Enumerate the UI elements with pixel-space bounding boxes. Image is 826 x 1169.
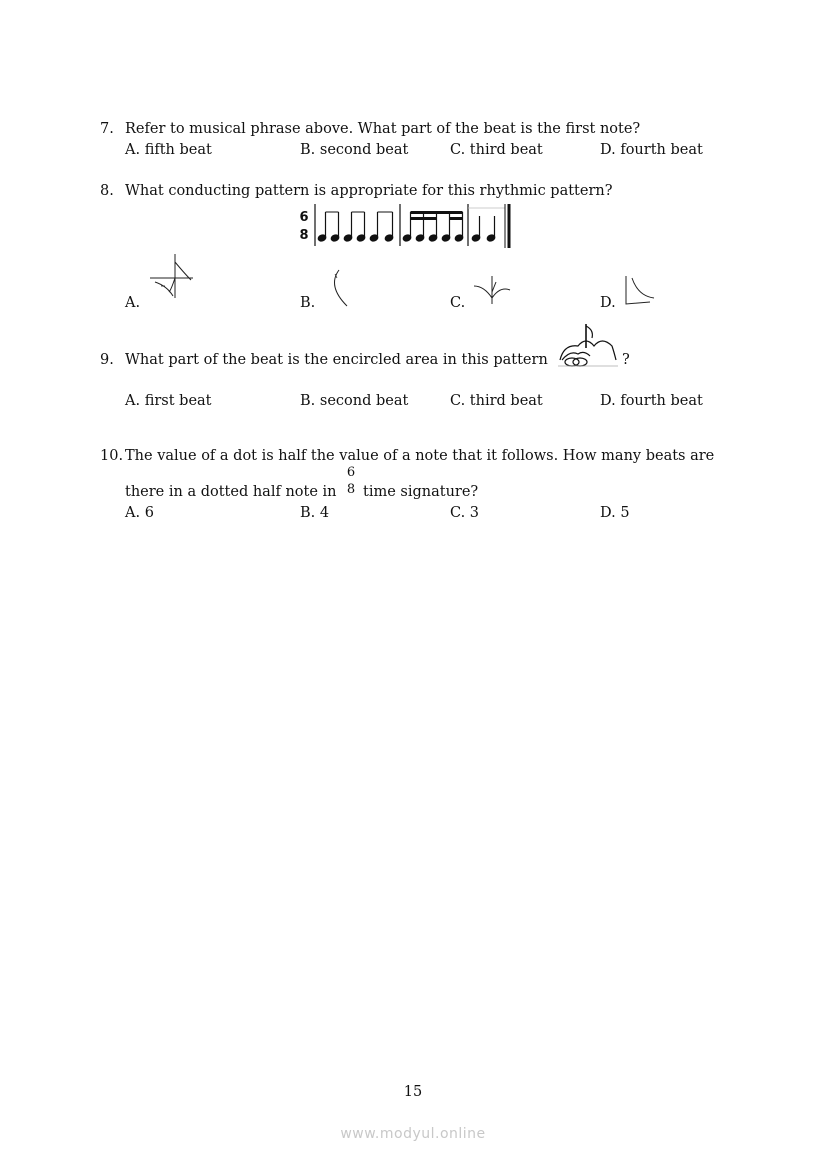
question-8-text: What conducting pattern is appropriate for this rhythmic pattern?	[125, 183, 613, 199]
question-9-option-a[interactable]: A. first beat	[125, 393, 212, 409]
question-9-number: 9.	[100, 352, 114, 368]
question-7-option-c[interactable]: C. third beat	[450, 142, 543, 158]
question-9-question-mark: ?	[622, 352, 630, 368]
question-8-option-a-label[interactable]: A.	[125, 295, 141, 311]
question-9-text: What part of the beat is the encircled area in this pattern	[125, 352, 548, 368]
question-10-option-d[interactable]: D. 5	[600, 505, 630, 521]
question-8-option-c-label[interactable]: C.	[450, 295, 466, 311]
question-7-text: Refer to musical phrase above. What part of the beat is the first note?	[125, 121, 641, 137]
question-10-text-line1: The value of a dot is half the value of a note that it follows. How many beats are	[125, 448, 715, 464]
question-10-time-signature-bottom: 8	[346, 482, 356, 497]
page-number: 15	[403, 1084, 423, 1100]
conducting-pattern-d-icon	[620, 272, 660, 308]
question-10-text-line2-start: there in a dotted half note in	[125, 484, 337, 500]
question-8-number: 8.	[100, 183, 114, 199]
encircled-pattern-icon	[556, 320, 620, 368]
question-10-option-c[interactable]: C. 3	[450, 505, 480, 521]
question-8-option-d-label[interactable]: D.	[600, 295, 616, 311]
question-8-option-b-label[interactable]: B.	[300, 295, 316, 311]
rhythm-notation-icon	[310, 200, 520, 252]
watermark: www.modyul.online	[340, 1126, 486, 1142]
question-7-number: 7.	[100, 121, 114, 137]
question-9-option-b[interactable]: B. second beat	[300, 393, 409, 409]
conducting-pattern-a-icon	[145, 252, 197, 302]
question-9-option-c[interactable]: C. third beat	[450, 393, 543, 409]
conducting-pattern-c-icon	[470, 272, 514, 308]
time-signature-top: 6	[299, 210, 309, 225]
question-7-option-a[interactable]: A. fifth beat	[125, 142, 212, 158]
question-10-option-b[interactable]: B. 4	[300, 505, 330, 521]
time-signature-bottom: 8	[299, 228, 309, 243]
question-7-option-b[interactable]: B. second beat	[300, 142, 409, 158]
conducting-pattern-b-icon	[325, 268, 355, 310]
question-10-option-a[interactable]: A. 6	[125, 505, 154, 521]
question-7-option-d[interactable]: D. fourth beat	[600, 142, 703, 158]
question-10-time-signature-top: 6	[346, 465, 356, 480]
question-10-number: 10.	[100, 448, 124, 464]
question-9-option-d[interactable]: D. fourth beat	[600, 393, 703, 409]
question-10-text-line2-end: time signature?	[363, 484, 479, 500]
